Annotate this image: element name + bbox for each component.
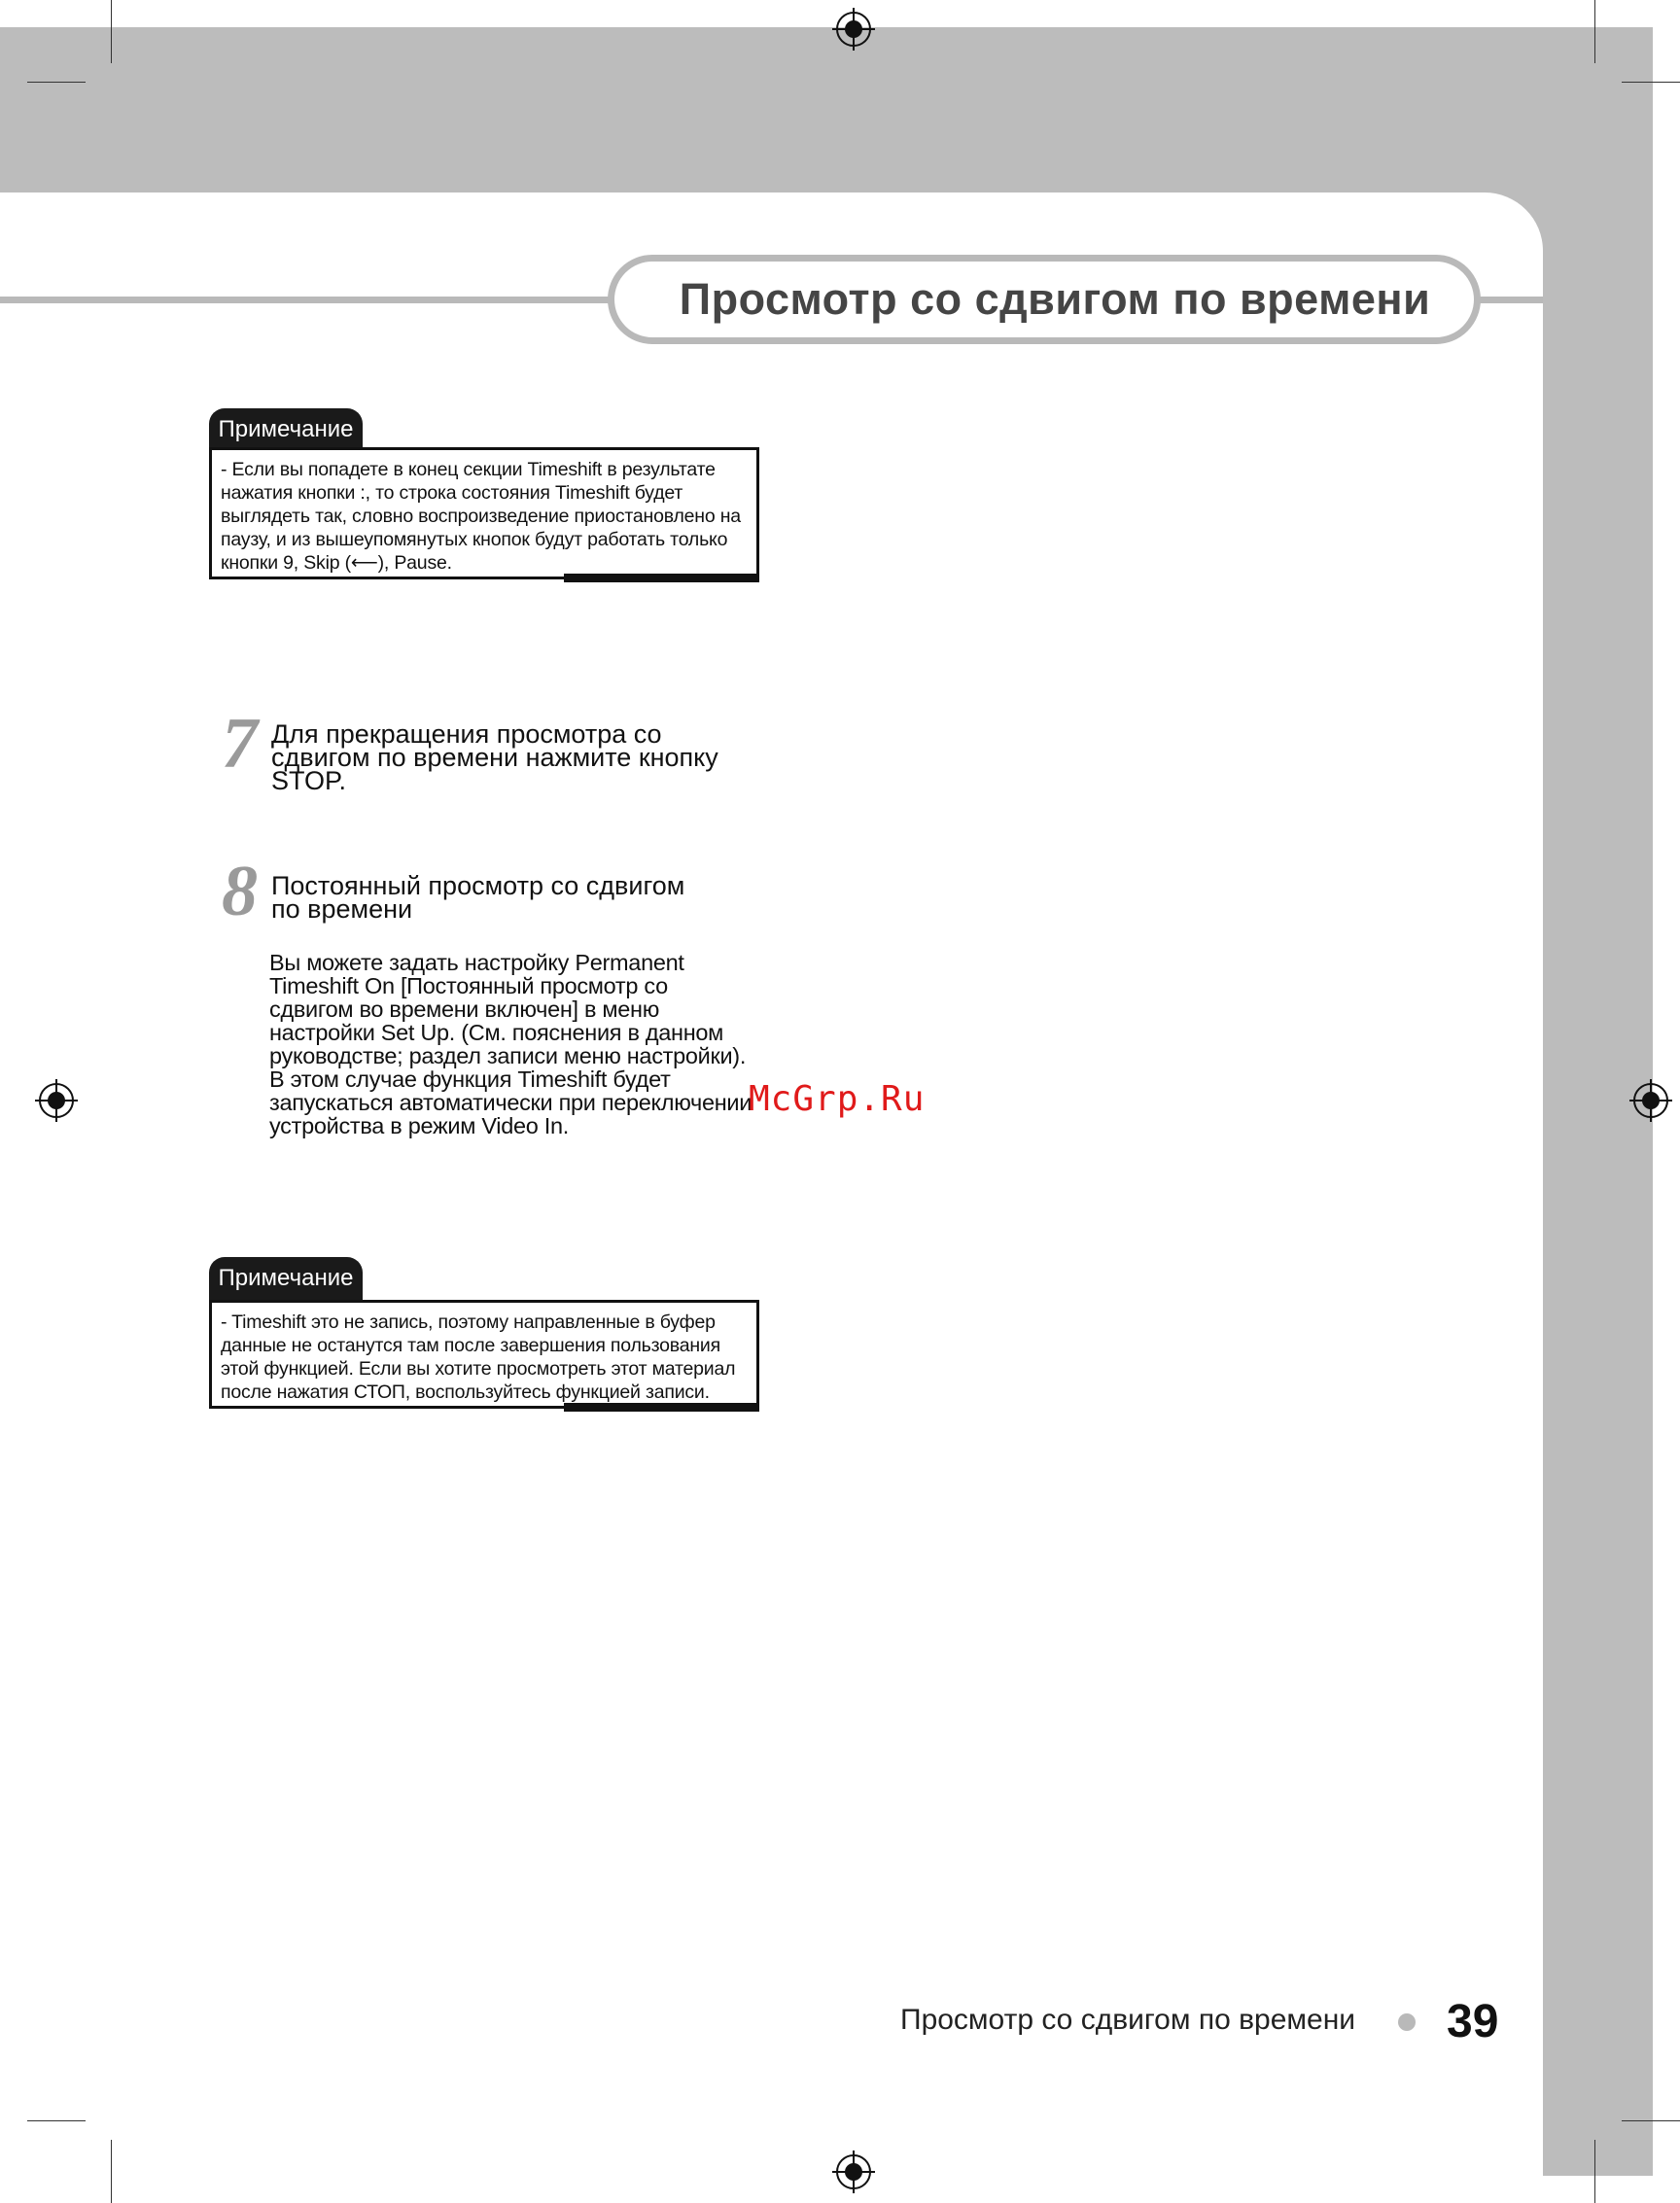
- step-line: сдвигом по времени нажмите кнопку: [271, 743, 718, 772]
- body-line: В этом случае функция Timeshift будет: [269, 1067, 671, 1092]
- header-rule: [0, 297, 612, 303]
- note-line: после нажатия СТОП, воспользуйтесь функцией записи.: [221, 1381, 710, 1403]
- body-line: настройки Set Up. (См. пояснения в данном: [269, 1020, 724, 1045]
- watermark: McGrp.Ru: [749, 1079, 926, 1119]
- step-line: по времени: [271, 894, 413, 924]
- registration-mark-icon: [832, 2151, 875, 2193]
- footer-title: Просмотр со сдвигом по времени: [900, 2004, 1356, 2036]
- crop-mark: [111, 0, 112, 63]
- note-line: нажатия кнопки :, то строка состояния Timeshift будет: [221, 482, 683, 504]
- note-line: этой функцией. Если вы хотите просмотреть этот материал: [221, 1358, 736, 1380]
- body-line: сдвигом во времени включен] в меню: [269, 997, 660, 1022]
- note-label: Примечание: [209, 1257, 363, 1300]
- body-line: запускаться автоматически при переключении: [269, 1090, 752, 1115]
- crop-mark: [1594, 0, 1595, 63]
- page-number: 39: [1447, 1996, 1499, 2047]
- note-line: - Если вы попадете в конец секции Timeshift в результате: [221, 459, 716, 480]
- step-body: [269, 951, 752, 1137]
- page-title: Просмотр со сдвигом по времени: [679, 274, 1431, 324]
- registration-mark-icon: [1629, 1079, 1672, 1122]
- step-line: STOP.: [271, 766, 347, 795]
- body-line: Timeshift On [Постоянный просмотр со: [269, 973, 668, 998]
- body-line: устройства в режим Video In.: [269, 1113, 569, 1138]
- crop-mark: [1622, 82, 1680, 83]
- note-box: [209, 1300, 759, 1409]
- step-line: Постоянный просмотр со сдвигом: [271, 871, 685, 900]
- note-line: - Timeshift это не запись, поэтому направленные в буфер: [221, 1311, 716, 1333]
- footer-bullet: [1398, 2013, 1416, 2031]
- note-shadow-bar: [564, 1403, 759, 1412]
- crop-mark: [27, 2120, 86, 2121]
- note-shadow-bar: [564, 574, 759, 582]
- crop-mark: [111, 2140, 112, 2203]
- note-line: выглядеть так, словно воспроизведение приостановлено на: [221, 506, 741, 527]
- body-line: руководстве; раздел записи меню настройки).: [269, 1043, 747, 1068]
- step-text: [271, 719, 718, 795]
- header-rule: [1478, 297, 1543, 303]
- step-line: Для прекращения просмотра со: [271, 719, 662, 749]
- body-line: Вы можете задать настройку Permanent: [269, 950, 684, 975]
- page-title-pill: [608, 255, 1481, 344]
- note-label: Примечание: [209, 408, 363, 451]
- note-line: паузу, и из вышеупомянутых кнопок будут работать только: [221, 529, 728, 550]
- crop-mark: [1594, 2140, 1595, 2203]
- note-line: данные не останутся там после завершения пользования: [221, 1335, 720, 1356]
- registration-mark-icon: [832, 8, 875, 51]
- crop-mark: [1622, 2120, 1680, 2121]
- registration-mark-icon: [35, 1079, 78, 1122]
- step-number: 8: [222, 852, 258, 931]
- crop-mark: [27, 82, 86, 83]
- header-band: [0, 27, 1653, 192]
- note-box: [209, 447, 759, 579]
- step-number: 7: [222, 704, 258, 784]
- note-line: кнопки 9, Skip (⟵), Pause.: [221, 552, 452, 574]
- step-text: [271, 871, 685, 924]
